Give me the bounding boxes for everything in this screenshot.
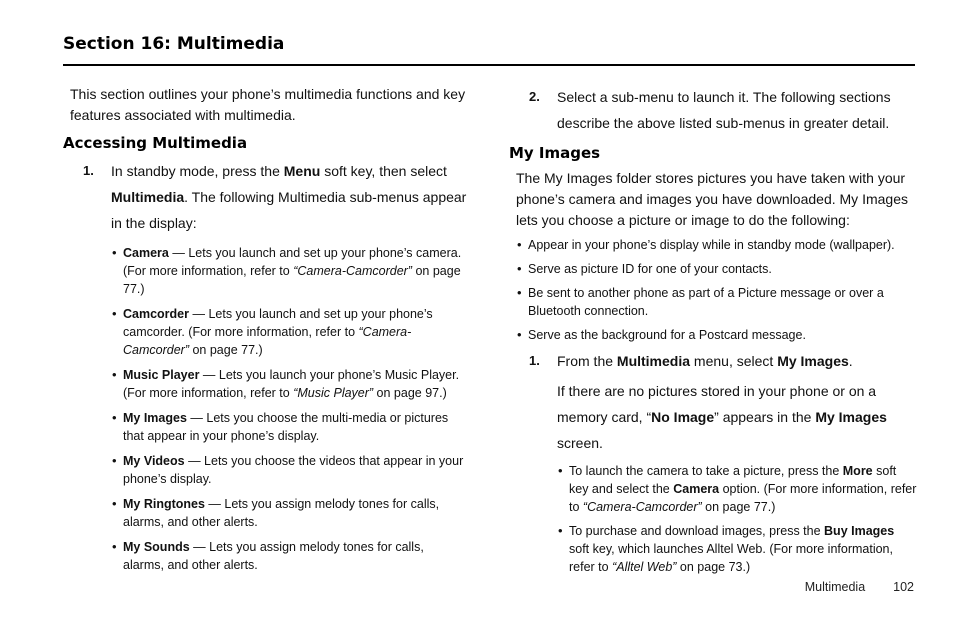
list-item: • Be sent to another phone as part of a Picture message or over a Bluetooth connection. <box>528 284 916 320</box>
list-item: • Camcorder — Lets you launch and set up your phone’s camcorder. (For more information, refer to “Camera-Camcorder” on page 77.) <box>123 305 468 359</box>
no-image-note: If there are no pictures stored in your phone or on a memory card, “No Image” appears in the My Images screen. <box>557 383 887 451</box>
tips-list <box>509 462 917 576</box>
list-item: • My Sounds — Lets you assign melody tones for calls, alarms, and other alerts. <box>123 538 468 574</box>
step-text: In standby mode, press the Menu soft key, then select Multimedia. The following Multimedia sub-menus appear in the display: <box>111 163 467 231</box>
list-item: • Serve as the background for a Postcard message. <box>528 326 916 344</box>
list-item: • Appear in your phone’s display while in standby mode (wallpaper). <box>528 236 916 254</box>
step-2 <box>509 84 899 136</box>
left-column <box>63 84 471 574</box>
intro-paragraph: This section outlines your phone’s multimedia functions and key features associated with multimedia. <box>70 86 466 123</box>
step-text: From the Multimedia menu, select My Images. <box>557 353 853 369</box>
step-number: 1. <box>83 163 94 178</box>
list-item: • Serve as picture ID for one of your contacts. <box>528 260 916 278</box>
footer-section: Multimedia <box>804 580 866 594</box>
usage-list <box>509 236 916 344</box>
list-item: • My Ringtones — Lets you assign melody tones for calls, alarms, and other alerts. <box>123 495 468 531</box>
page-number: 102 <box>893 580 914 594</box>
page-footer <box>805 580 914 594</box>
list-item: • Music Player — Lets you launch your phone’s Music Player. (For more information, refer to “Music Player” on page 97.) <box>123 366 468 402</box>
accessing-multimedia-heading: Accessing Multimedia <box>63 134 248 152</box>
list-item: • My Images — Lets you choose the multi-media or pictures that appear in your phone’s display. <box>123 409 468 445</box>
title-rule <box>63 64 915 66</box>
page-title: Section 16: Multimedia <box>63 34 285 54</box>
step-1 <box>63 158 471 236</box>
step-number: 1. <box>529 353 540 368</box>
step-number: 2. <box>529 89 540 104</box>
my-images-step-1 <box>509 348 917 374</box>
list-item: • Camera — Lets you launch and set up your phone’s camera. (For more information, refer to “Camera-Camcorder” on page 77.) <box>123 244 468 298</box>
my-images-intro: The My Images folder stores pictures you have taken with your phone’s camera and images you have downloaded. My Images lets you choose a picture or image to do the following: <box>516 170 908 228</box>
list-item: • To purchase and download images, press the Buy Images soft key, which launches Alltel Web. (For more information, refer to “Alltel Web” on page 73.) <box>569 522 917 576</box>
step-text: Select a sub-menu to launch it. The following sections describe the above listed sub-menus in greater detail. <box>557 89 891 131</box>
list-item: • My Videos — Lets you choose the videos that appear in your phone’s display. <box>123 452 468 488</box>
list-item: • To launch the camera to take a picture, press the More soft key and select the Camera option. (For more information, refer to “Camera-Camcorder” on page 77.) <box>569 462 917 516</box>
right-column <box>509 84 917 576</box>
my-images-heading: My Images <box>509 144 601 162</box>
submenu-list <box>63 244 468 574</box>
